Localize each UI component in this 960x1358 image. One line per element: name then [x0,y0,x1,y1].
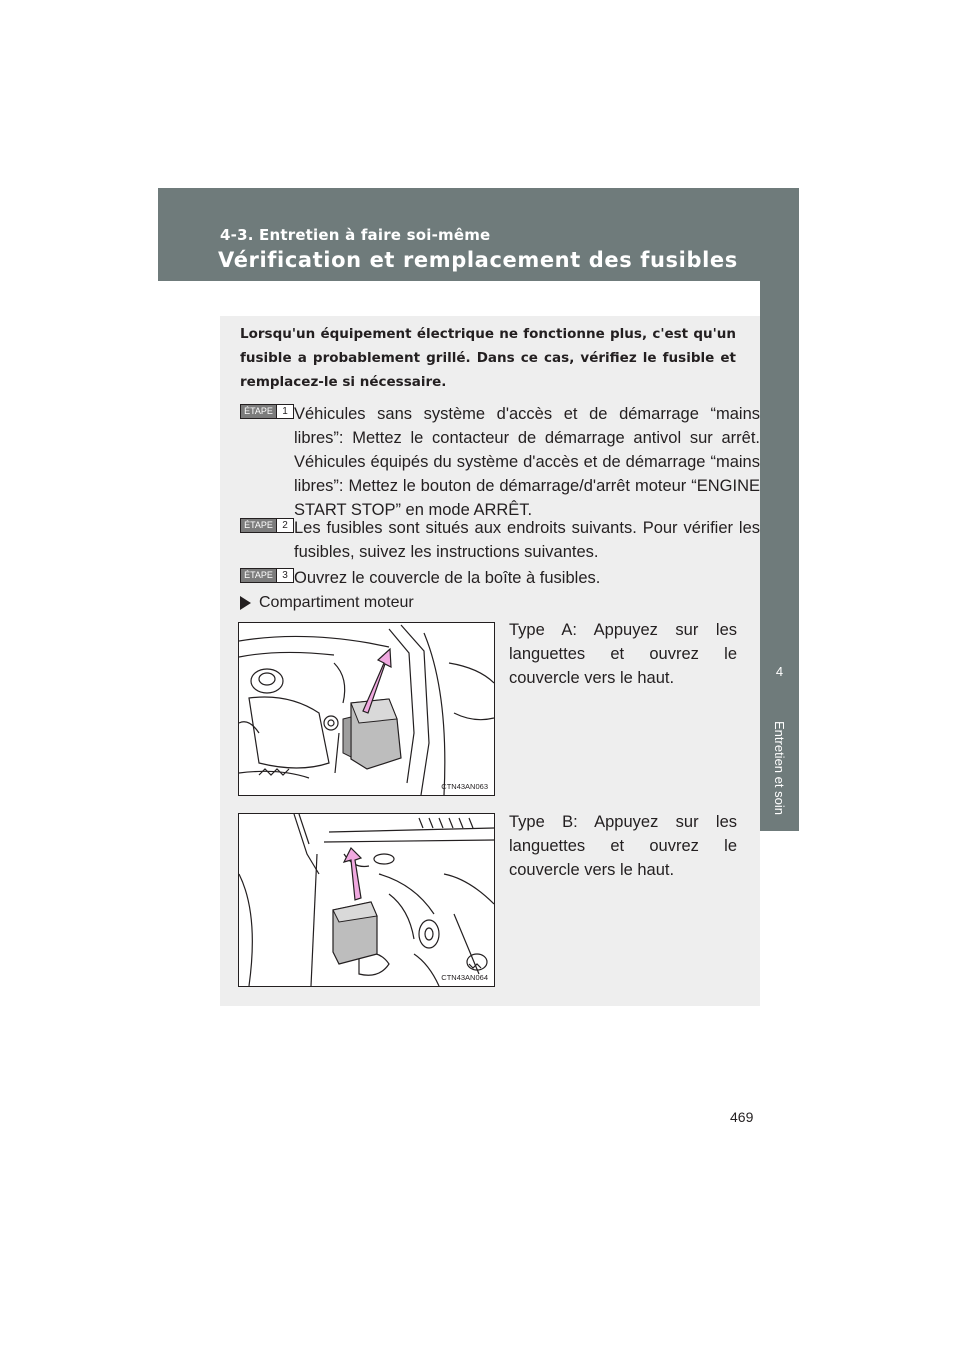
page-title: Vérification et remplacement des fusibles [218,248,738,272]
step-badge-number: 3 [276,569,293,582]
step-badge-number: 2 [276,519,293,532]
intro-paragraph: Lorsqu'un équipement électrique ne fonctionne plus, c'est qu'un fusible a probablement grillé. Dans ce cas, vérifiez le fusible et remplacez-le si nécessaire. [240,326,736,390]
content-panel [220,316,760,1006]
engine-illustration-type-b [238,813,495,987]
step-text: Véhicules sans système d'accès et de démarrage “mains libres”: Mettez le contacteur de démarrage antivol sur arrêt. Véhicules équipés du système d'accès et de démarrage “mains libres”: Mettez le bouton de démarrage/d'arrêt moteur “ENGINE START STOP” en mode ARRÊT. [294,405,760,519]
step-badge-word: ÉTAPE [241,569,276,582]
fuse-box-type-b-drawing [239,814,494,986]
step-badge-word: ÉTAPE [241,405,276,418]
figure-caption-type-a: Type A: Appuyez sur les languettes et ouvrez le couvercle vers le haut. [509,621,737,687]
chapter-side-tab [760,281,799,831]
location-heading [240,594,414,612]
chapter-number: 4 [775,664,784,679]
page-number: 469 [730,1109,754,1125]
step-badge-word: ÉTAPE [241,519,276,532]
step-badge [240,404,294,419]
step-badge-number: 1 [276,405,293,418]
fuse-box-type-a-drawing [239,623,494,795]
step-text: Ouvrez le couvercle de la boîte à fusibles. [294,569,601,587]
figure-code: CTN43AN063 [441,782,488,791]
step-badge [240,518,294,533]
engine-illustration-type-a [238,622,495,796]
triangle-bullet-icon [240,596,251,610]
figure-code: CTN43AN064 [441,973,488,982]
section-label: 4-3. Entretien à faire soi-même [220,226,491,244]
chapter-label: Entretien et soin [772,721,787,815]
section-header [158,188,799,281]
step-text: Les fusibles sont situés aux endroits suivants. Pour vérifier les fusibles, suivez les instructions suivantes. [294,519,760,561]
location-label: Compartiment moteur [259,594,414,611]
step-badge [240,568,294,583]
figure-caption-type-b: Type B: Appuyez sur les languettes et ouvrez le couvercle vers le haut. [509,813,737,879]
